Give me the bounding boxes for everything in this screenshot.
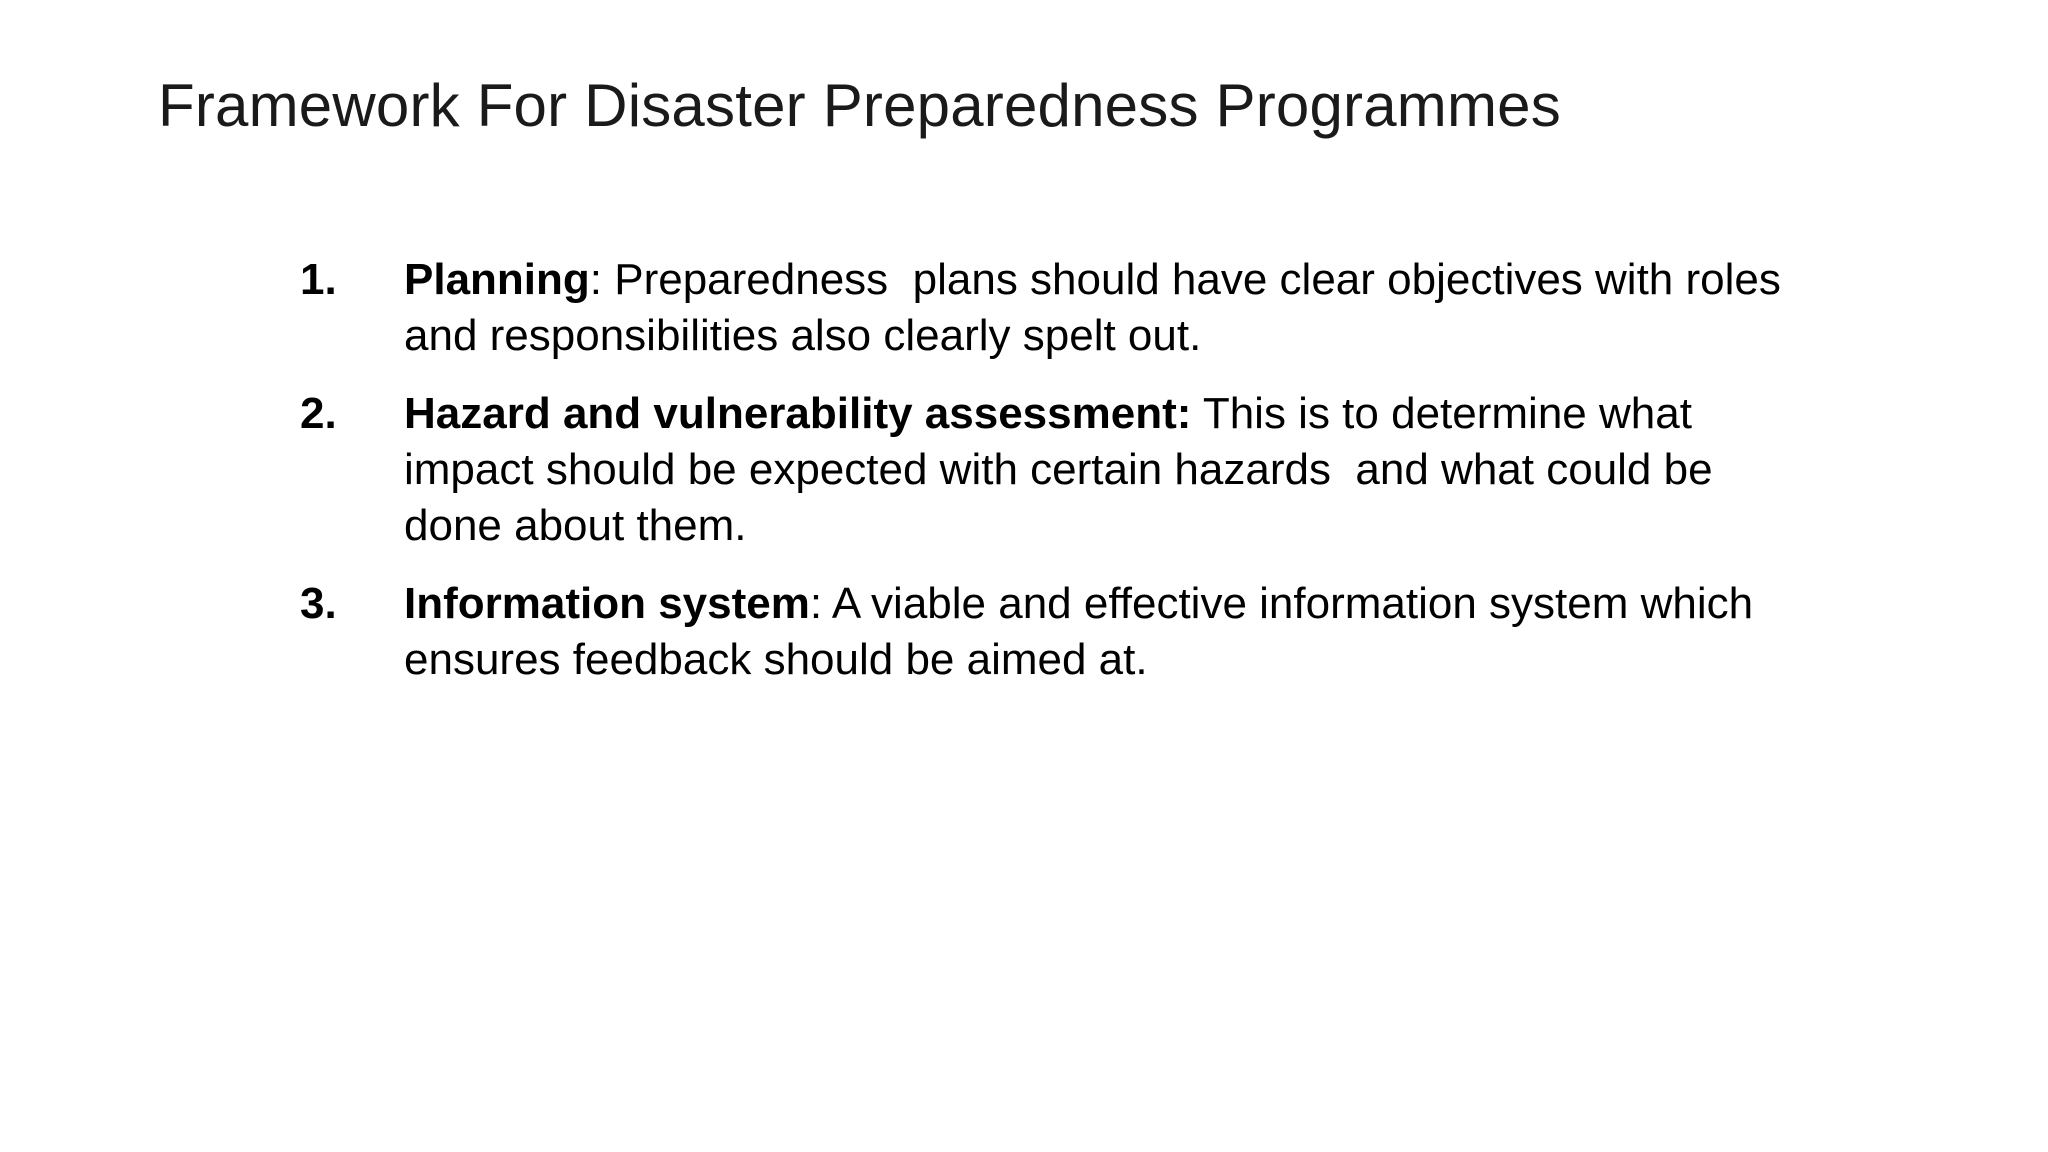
list-item-term: Hazard and vulnerability assessment: <box>404 389 1192 438</box>
list-item-text <box>404 386 1800 554</box>
list-item <box>300 386 1800 554</box>
list-item-text <box>404 576 1800 688</box>
list-item-number: 1. <box>300 255 337 304</box>
list-item-term: Information system <box>404 579 810 628</box>
list-item <box>300 576 1800 688</box>
list-item-description: : Preparedness plans should have clear objectives with roles and responsibilities also clearly spelt out. <box>404 255 1794 360</box>
slide-title: Framework For Disaster Preparedness Programmes <box>158 72 1561 139</box>
list-item-number: 2. <box>300 389 337 438</box>
list-item-description: : A viable and effective information system which ensures feedback should be aimed at. <box>404 579 1766 684</box>
list-item <box>300 252 1800 364</box>
list-item-number: 3. <box>300 579 337 628</box>
numbered-list <box>300 252 1800 710</box>
list-item-description: This is to determine what impact should be expected with certain hazards and what could be done about them. <box>404 389 1725 550</box>
list-item-text <box>404 252 1800 364</box>
list-item-term: Planning <box>404 255 590 304</box>
